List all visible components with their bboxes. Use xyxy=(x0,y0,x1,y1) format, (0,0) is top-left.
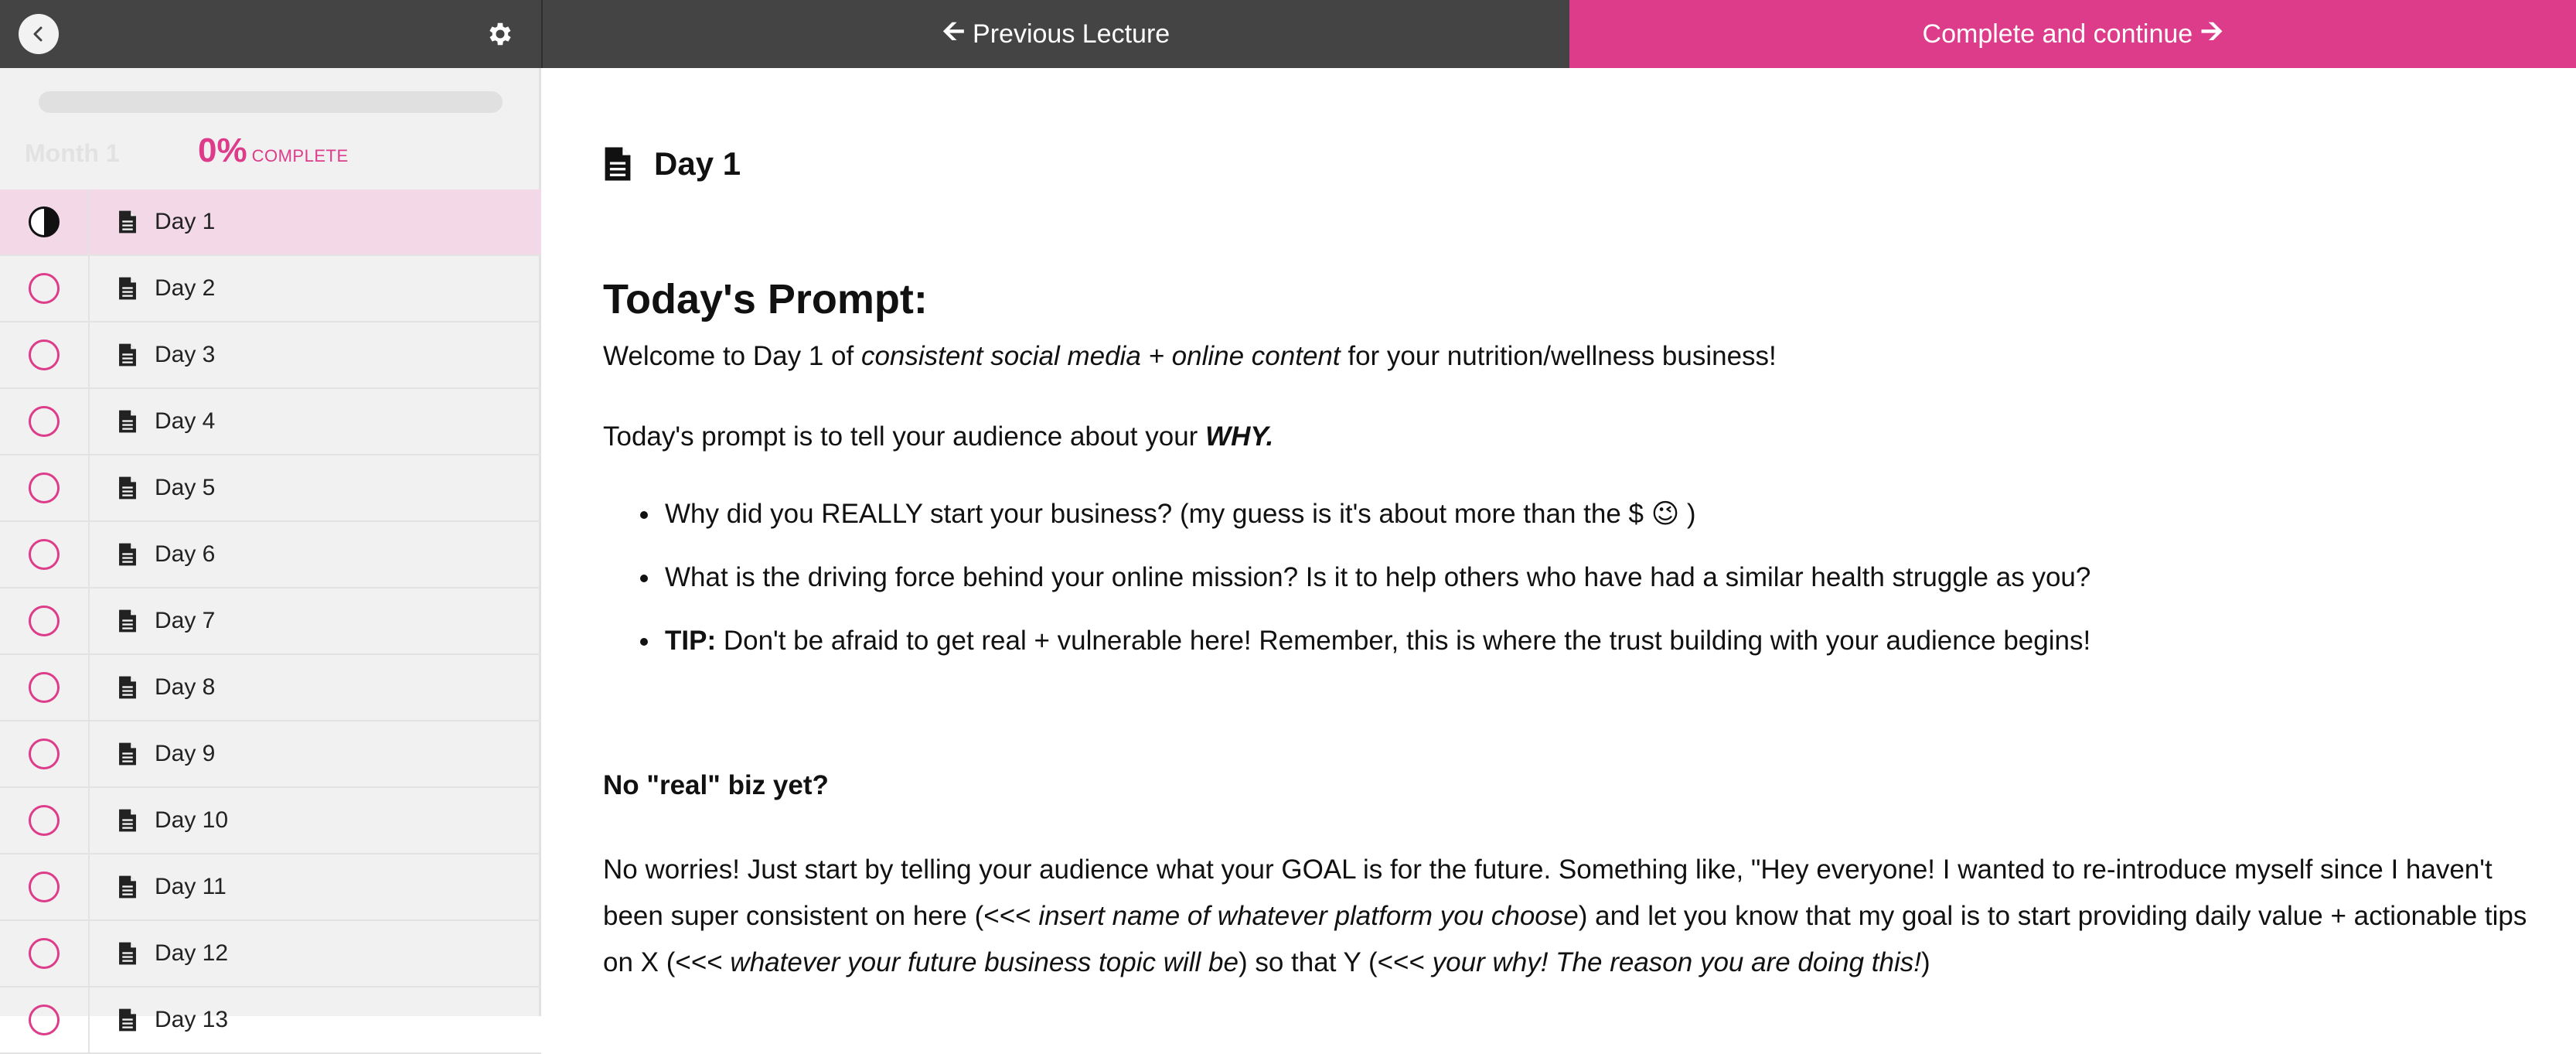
document-icon xyxy=(118,1007,141,1033)
lecture-title: Day 10 xyxy=(155,807,229,833)
welcome-paragraph xyxy=(603,333,1777,380)
no-worries-text-4: ) xyxy=(1920,947,1930,977)
lecture-title: Day 7 xyxy=(155,608,216,633)
lecture-status[interactable] xyxy=(0,322,90,387)
incomplete-circle-icon xyxy=(29,1005,60,1035)
lecture-title: Day 12 xyxy=(155,940,229,966)
document-icon xyxy=(118,674,141,701)
arrow-right-icon: 🡪 xyxy=(2200,14,2223,46)
lecture-item[interactable] xyxy=(0,854,541,921)
document-icon xyxy=(118,807,141,834)
arrow-left-icon: 🡨 xyxy=(942,14,966,46)
progress-percent xyxy=(198,131,349,170)
lecture-heading xyxy=(603,145,741,182)
document-icon xyxy=(118,874,141,900)
lecture-item[interactable] xyxy=(0,921,541,987)
previous-lecture-button[interactable] xyxy=(541,0,1569,68)
lecture-item[interactable] xyxy=(0,721,541,788)
lecture-title: Day 4 xyxy=(155,408,216,434)
lecture-item[interactable] xyxy=(0,788,541,854)
incomplete-circle-icon xyxy=(29,472,60,503)
incomplete-circle-icon xyxy=(29,406,60,437)
complete-and-continue-button[interactable] xyxy=(1569,0,2576,68)
why-paragraph xyxy=(603,414,1273,460)
previous-lecture-label: Previous Lecture xyxy=(973,19,1170,49)
lecture-status[interactable] xyxy=(0,522,90,587)
lecture-status[interactable] xyxy=(0,655,90,720)
progress-percent-value: 0% xyxy=(198,131,247,169)
lecture-item[interactable] xyxy=(0,189,541,256)
lecture-title: Day 9 xyxy=(155,741,216,766)
lecture-status[interactable] xyxy=(0,721,90,786)
document-icon xyxy=(118,940,141,967)
lecture-status[interactable] xyxy=(0,389,90,454)
incomplete-circle-icon xyxy=(29,605,60,636)
sidebar-header-bar xyxy=(0,0,541,68)
welcome-suffix: for your nutrition/wellness business! xyxy=(1340,341,1777,371)
document-icon xyxy=(118,408,141,435)
lecture-content xyxy=(603,68,2551,1016)
lecture-title: Day 5 xyxy=(155,475,216,500)
incomplete-circle-icon xyxy=(29,938,60,969)
document-icon xyxy=(118,541,141,568)
lecture-item[interactable] xyxy=(0,389,541,455)
no-worries-emphasis-2: whatever your future business topic will be xyxy=(730,947,1239,977)
lecture-item[interactable] xyxy=(0,987,541,1054)
settings-button[interactable] xyxy=(485,19,516,49)
incomplete-circle-icon xyxy=(29,805,60,836)
bullet-why-start: Why did you REALLY start your business? (my guess is it's about more than the $ 😉 ) xyxy=(603,491,2090,537)
lecture-item[interactable] xyxy=(0,256,541,322)
no-worries-text-3: ) so that Y (<<< xyxy=(1238,947,1433,977)
prompt-bullet-list xyxy=(603,491,2090,681)
bullet-driving-force: What is the driving force behind your online mission? Is it to help others who have had a similar health struggle as you? xyxy=(603,554,2090,601)
incomplete-circle-icon xyxy=(29,738,60,769)
welcome-emphasis: consistent social media + online content xyxy=(860,341,1341,371)
lecture-title: Day 1 xyxy=(155,209,216,234)
no-worries-emphasis-1: insert name of whatever platform you choose xyxy=(1038,901,1579,931)
lecture-list xyxy=(0,189,541,1054)
welcome-prefix: Welcome to Day 1 of xyxy=(603,341,861,371)
document-icon xyxy=(118,741,141,767)
lecture-status[interactable] xyxy=(0,788,90,853)
tip-text: Don't be afraid to get real + vulnerable here! Remember, this is where the trust building with your audience begins! xyxy=(716,626,2091,656)
incomplete-circle-icon xyxy=(29,539,60,570)
complete-and-continue-label: Complete and continue xyxy=(1922,19,2193,49)
course-sidebar xyxy=(0,68,541,1032)
lecture-item[interactable] xyxy=(0,322,541,389)
why-emphasis: WHY. xyxy=(1205,421,1274,452)
lecture-item[interactable] xyxy=(0,522,541,588)
lecture-status[interactable] xyxy=(0,189,90,254)
bullet-tip xyxy=(603,618,2090,664)
incomplete-circle-icon xyxy=(29,273,60,304)
lecture-item[interactable] xyxy=(0,655,541,721)
document-icon xyxy=(118,475,141,501)
tip-label: TIP: xyxy=(665,626,717,656)
no-worries-paragraph xyxy=(603,847,2551,986)
lecture-status[interactable] xyxy=(0,854,90,919)
course-progress-bar xyxy=(39,91,503,113)
incomplete-circle-icon xyxy=(29,872,60,902)
lecture-title: Day 11 xyxy=(155,874,227,899)
prompt-heading: Today's Prompt: xyxy=(603,276,928,322)
no-real-biz-heading: No "real" biz yet? xyxy=(603,770,829,800)
lecture-item[interactable] xyxy=(0,455,541,522)
in-progress-icon xyxy=(29,206,60,237)
document-icon xyxy=(118,342,141,368)
lecture-title: Day 3 xyxy=(155,342,216,367)
lecture-status[interactable] xyxy=(0,987,90,1052)
section-title: Month 1 xyxy=(25,139,120,167)
lecture-title: Day 6 xyxy=(155,541,216,567)
lecture-title: Day 1 xyxy=(654,145,741,182)
progress-complete-label: COMPLETE xyxy=(251,146,349,165)
lecture-status[interactable] xyxy=(0,256,90,321)
no-worries-text-1: No worries! Just start by telling your audience what your GOAL is for the future. Something like, "Hey everyone! I wanted to re-introduce myself since I haven't been super consistent on here (<<< xyxy=(603,854,2493,931)
top-navigation-bar xyxy=(0,0,2576,68)
back-button[interactable] xyxy=(19,14,59,54)
document-icon xyxy=(118,608,141,634)
lecture-status[interactable] xyxy=(0,921,90,986)
lecture-title: Day 2 xyxy=(155,275,216,301)
why-prefix: Today's prompt is to tell your audience about your xyxy=(603,421,1206,452)
no-worries-emphasis-3: your why! The reason you are doing this! xyxy=(1432,947,1921,977)
document-icon xyxy=(603,145,632,182)
document-icon xyxy=(118,275,141,302)
incomplete-circle-icon xyxy=(29,339,60,370)
lecture-title: Day 8 xyxy=(155,674,216,700)
no-worries-text-2: ) and let you know that my goal is to start providing daily value + actionable tips on X (<<< xyxy=(603,901,2527,977)
lecture-item[interactable] xyxy=(0,588,541,655)
lecture-title: Day 13 xyxy=(155,1007,229,1032)
lecture-status[interactable] xyxy=(0,455,90,520)
gear-icon xyxy=(486,19,515,49)
chevron-left-icon xyxy=(29,25,48,43)
lecture-status[interactable] xyxy=(0,588,90,653)
incomplete-circle-icon xyxy=(29,672,60,703)
document-icon xyxy=(118,209,141,235)
